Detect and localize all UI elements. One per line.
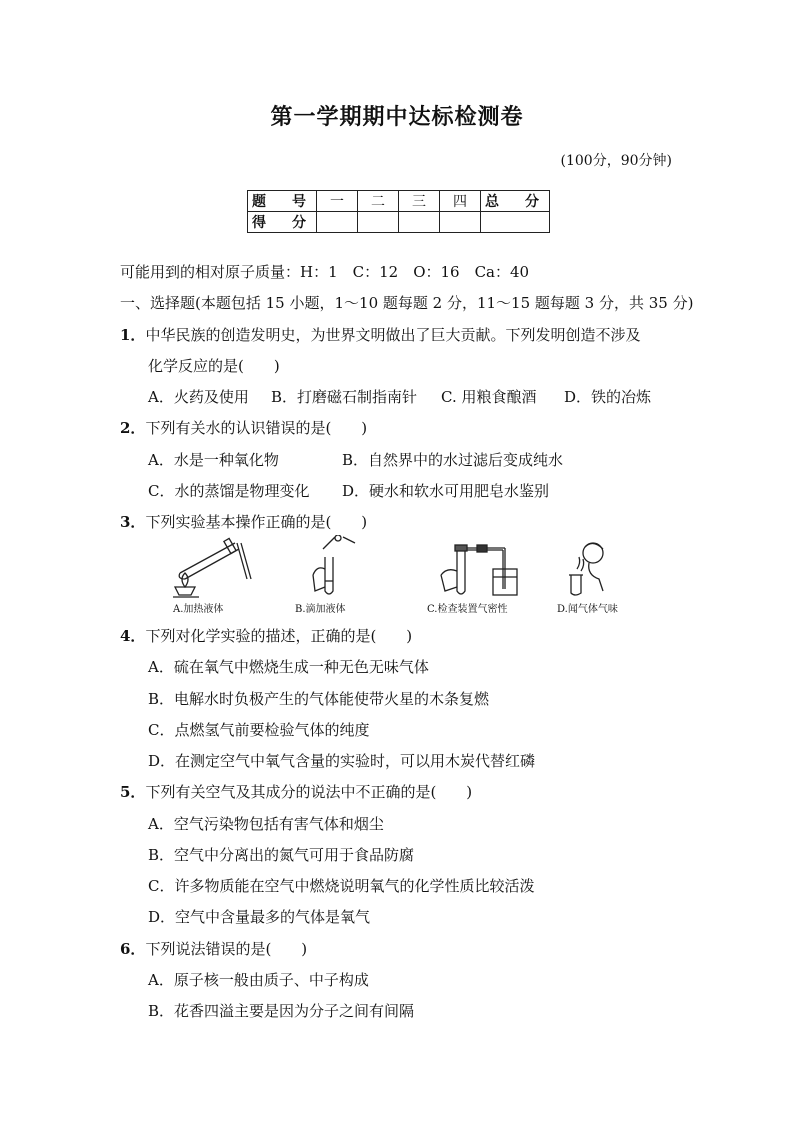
- figure-b-caption: B.滴加液体: [295, 604, 346, 615]
- question-6-stem: [120, 938, 307, 959]
- section-heading: 一、选择题(本题包括 15 小题，1～10 题每题 2 分，11～15 题每题 3 分，共 35 分): [120, 294, 694, 312]
- score-header-3: 三: [399, 191, 440, 212]
- question-1-stem: [120, 324, 640, 345]
- heating-liquid-icon: [165, 535, 255, 599]
- score-header-4: 四: [440, 191, 481, 212]
- option-d[interactable]: D．硬水和软水可用肥皂水鉴别: [342, 482, 550, 500]
- question-number: 1．: [120, 326, 146, 344]
- option-d[interactable]: D．空气中含量最多的气体是氧气: [148, 908, 371, 926]
- figure-d[interactable]: [553, 535, 623, 615]
- option-c[interactable]: C. 用粮食酿酒: [441, 388, 537, 406]
- score-cell[interactable]: [358, 212, 399, 233]
- option-a[interactable]: A．空气污染物包括有害气体和烟尘: [148, 815, 384, 833]
- option-a[interactable]: A．原子核一般由质子、中子构成: [148, 971, 369, 989]
- score-header-2: 二: [358, 191, 399, 212]
- figure-a-caption: A.加热液体: [173, 604, 224, 615]
- figure-d-caption: D.闻气体气味: [557, 604, 618, 615]
- score-cell[interactable]: [399, 212, 440, 233]
- question-text: 中华民族的创造发明史，为世界文明做出了巨大贡献。下列发明创造不涉及: [145, 326, 641, 344]
- score-cell-total[interactable]: [481, 212, 550, 233]
- question-number: 2．: [120, 419, 146, 437]
- question-3-figures: [165, 535, 635, 620]
- figure-c[interactable]: [427, 535, 527, 615]
- score-header-total: 总 分: [481, 191, 550, 212]
- score-header-1: 一: [317, 191, 358, 212]
- question-1-stem-cont: 化学反应的是( ): [148, 357, 280, 375]
- dropping-liquid-icon: [295, 535, 365, 599]
- page-title: 第一学期期中达标检测卷: [270, 104, 524, 130]
- question-5-stem: [120, 781, 472, 802]
- option-d[interactable]: D．铁的冶炼: [564, 388, 652, 406]
- question-3-stem: [120, 511, 367, 532]
- option-c[interactable]: C．水的蒸馏是物理变化: [148, 482, 310, 500]
- question-text: 下列说法错误的是( ): [145, 940, 308, 958]
- option-b[interactable]: B．花香四溢主要是因为分子之间有间隔: [148, 1002, 415, 1020]
- option-c[interactable]: C．点燃氢气前要检验气体的纯度: [148, 721, 370, 739]
- option-a[interactable]: A．水是一种氧化物: [148, 451, 279, 469]
- option-b[interactable]: B．打磨磁石制指南针: [271, 388, 418, 406]
- score-table-score-row: [248, 212, 550, 233]
- question-text: 下列有关水的认识错误的是( ): [145, 419, 368, 437]
- exam-duration: (100分，90分钟): [560, 153, 672, 169]
- option-a[interactable]: A．火药及使用: [148, 388, 249, 406]
- question-4-stem: [120, 625, 412, 646]
- smelling-gas-icon: [553, 535, 623, 599]
- score-cell[interactable]: [440, 212, 481, 233]
- question-text: 下列对化学实验的描述，正确的是( ): [145, 627, 413, 645]
- question-text: 下列实验基本操作正确的是( ): [145, 513, 368, 531]
- option-c[interactable]: C．许多物质能在空气中燃烧说明氧气的化学性质比较活泼: [148, 877, 535, 895]
- option-b[interactable]: B．自然界中的水过滤后变成纯水: [342, 451, 564, 469]
- score-header-label: 题 号: [248, 191, 317, 212]
- question-text: 下列有关空气及其成分的说法中不正确的是( ): [145, 783, 473, 801]
- option-b[interactable]: B．电解水时负极产生的气体能使带火星的木条复燃: [148, 690, 490, 708]
- score-table-header-row: [248, 191, 550, 212]
- question-number: 6．: [120, 940, 146, 958]
- score-row-label: 得 分: [248, 212, 317, 233]
- option-b[interactable]: B．空气中分离出的氮气可用于食品防腐: [148, 846, 415, 864]
- question-number: 4．: [120, 627, 146, 645]
- option-d[interactable]: D．在测定空气中氧气含量的实验时，可以用木炭代替红磷: [148, 752, 536, 770]
- question-2-stem: [120, 417, 367, 438]
- figure-c-caption: C.检查装置气密性: [427, 604, 508, 615]
- score-table: [247, 190, 550, 233]
- option-a[interactable]: A．硫在氧气中燃烧生成一种无色无味气体: [148, 658, 429, 676]
- figure-a[interactable]: [165, 535, 255, 615]
- question-number: 3．: [120, 513, 146, 531]
- airtightness-check-icon: [427, 535, 527, 599]
- atomic-masses: 可能用到的相对原子质量：H：1 C：12 O：16 Ca：40: [120, 263, 530, 281]
- figure-b[interactable]: [295, 535, 365, 615]
- question-number: 5．: [120, 783, 146, 801]
- score-cell[interactable]: [317, 212, 358, 233]
